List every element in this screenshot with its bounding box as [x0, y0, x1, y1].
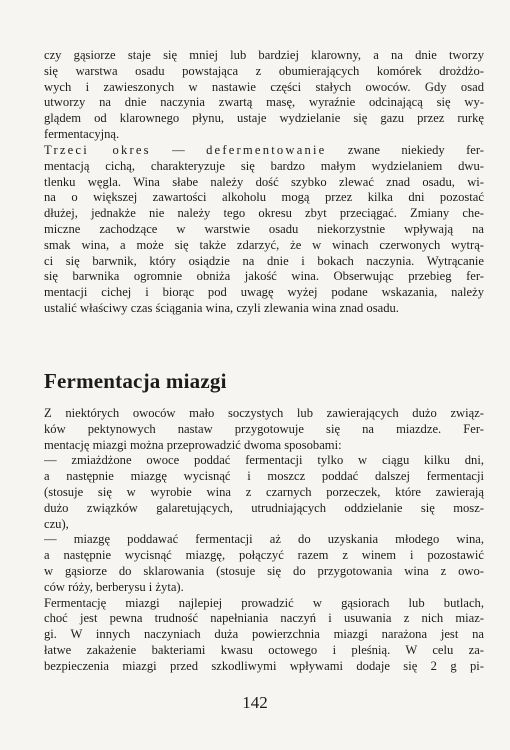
- list-item-line: a następnie wycisnąć miazgę, połączyć razem z winem i pozostawić: [44, 548, 484, 563]
- text-line: [44, 143, 484, 159]
- list-item-line: (stosuje się w wyrobie wina z czarnych porzeczek, które zawierają: [44, 484, 484, 499]
- text-line: czy gąsiorze staje się mniej lub bardziej klarowny, a na dnie tworzy: [44, 48, 484, 62]
- text-line: łatwe zakażenie bakteriami kwasu octowego i pleśnią. W celu za-: [44, 642, 484, 657]
- section-body: [44, 406, 484, 675]
- list-item-line: a następnie miazgę wycisnąć i moszcz poddać dalszej fermentacji: [44, 469, 484, 484]
- list-item-line: — zmiażdżone owoce poddać fermentacji tylko w ciągu kilku dni,: [44, 453, 484, 468]
- text-line: utworzy na dnie naczynia zwartą masę, wyraźnie odcinającą się wy-: [44, 95, 484, 110]
- text-line: ci się barwnik, który osiądzie na dnie i bokach naczynia. Wytrącanie: [44, 253, 484, 268]
- text-line: się barwnika ogromnie obniża jakość wina. Obserwując przebieg fer-: [44, 269, 484, 284]
- third-period-paragraph: [44, 143, 484, 317]
- text-line: Fermentację miazgi najlepiej prowadzić w gąsiorach lub butlach,: [44, 595, 484, 610]
- text-line: smak wina, a może się także zdarzyć, że w winach czerwonych wytrą-: [44, 237, 484, 252]
- text-line: wych i zawieszonych w nastawie części stałych owoców. Gdy osad: [44, 79, 484, 94]
- text-line: mentacją cichą, charakteryzuje się bardzo małym wydzielaniem dwu-: [44, 158, 484, 173]
- list-item-line: czu),: [44, 516, 69, 531]
- list-item-line: dużo związków galaretujących, utrudniających oddzielanie się mosz-: [44, 500, 484, 515]
- dash: —: [150, 143, 207, 157]
- text-line: fermentacyjną.: [44, 126, 120, 141]
- page-number: 142: [242, 693, 268, 712]
- text-line: tlenku węgla. Wina słabe należy dość szybko zlewać znad osadu, wi-: [44, 174, 484, 189]
- text-line: gi. W innych naczyniach duża powierzchnia miazgi narażona jest na: [44, 627, 484, 642]
- text-line: Z niektórych owoców mało soczystych lub zawierających dużo związ-: [44, 406, 484, 420]
- section-heading: Fermentacja miazgi: [44, 369, 227, 393]
- text-line: mentację miazgi można przeprowadzić dwoma sposobami:: [44, 437, 342, 452]
- list-item-line: w gąsiorze do sklarowania (stosuje się do przygotowania wina z owo-: [44, 563, 484, 578]
- text-line: mentacji cichej i biorąc pod uwagę wyżej podane wskazania, należy: [44, 285, 484, 300]
- text-line: glądem od klarownego płynu, ustaje wydzielanie się gazu przez rurkę: [44, 111, 484, 126]
- text-line: ustalić właściwy czas ściągania wina, czyli zlewania wina znad osadu.: [44, 300, 399, 315]
- text-line: bezpieczenia miazgi przed szkodliwymi wpływami dodaje się 2 g pi-: [44, 658, 484, 673]
- text-line: choć jest pewna trudność napełniania naczyń i usuwania z nich miaz-: [44, 611, 484, 626]
- text-line: dłużej, jednakże nie należy tego okresu zbyt przeciągać. Zmiany che-: [44, 206, 484, 221]
- list-item-line: — miazgę poddawać fermentacji aż do uzyskania młodego wina,: [44, 532, 484, 547]
- text-fragment: zwane niekiedy fer-: [326, 143, 484, 157]
- text-line: na o większej zawartości alkoholu mogą przez kilka dni pozostać: [44, 190, 484, 205]
- text-line: miczne zachodzące w warstwie osadu niekorzystnie wpływają na: [44, 221, 484, 236]
- term-defermentation: defermentowanie: [206, 143, 327, 157]
- list-item-line: ców róży, berberysu i żyta).: [44, 579, 184, 594]
- text-line: ków pektynowych nastaw przygotowuje się na miazdze. Fer-: [44, 421, 484, 436]
- term-third-period: Trzeci okres: [44, 143, 151, 157]
- text-line: się warstwa osadu powstająca z obumierających komórek drożdżo-: [44, 63, 484, 78]
- top-paragraph: [44, 48, 484, 143]
